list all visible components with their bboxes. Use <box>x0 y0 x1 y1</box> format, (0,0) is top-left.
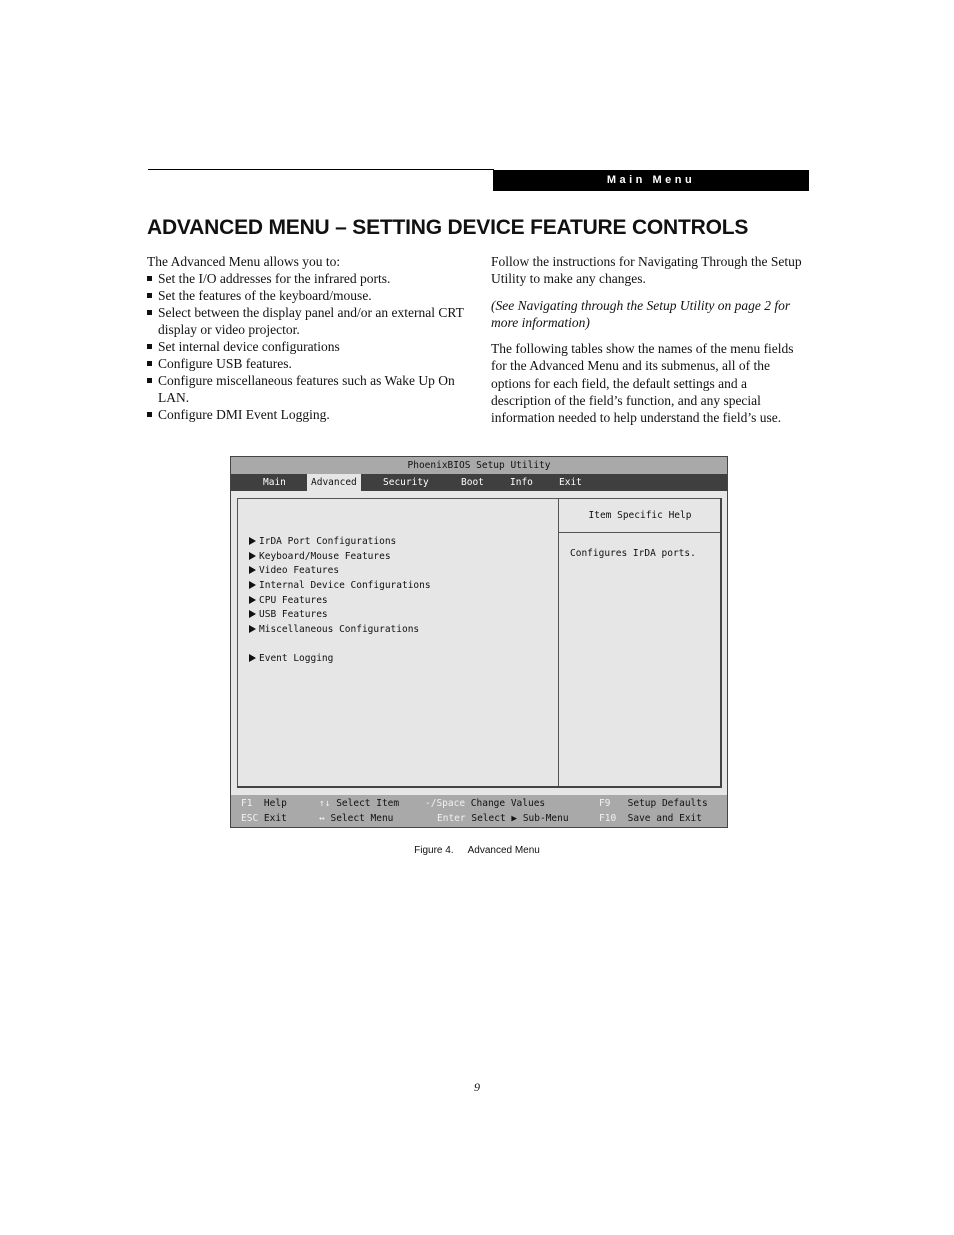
paragraph: Follow the instructions for Navigating Through the Setup Utility to make any changes. <box>491 254 802 287</box>
menu-item-cpu[interactable]: CPU Features <box>249 595 328 606</box>
list-item: Set the I/O addresses for the infrared ports. <box>147 270 467 287</box>
left-column <box>147 253 467 423</box>
key-hint: F1 Help <box>241 798 287 809</box>
bios-key-legend <box>231 795 727 827</box>
key-hint: ↔ Select Menu <box>319 813 394 824</box>
list-item: Configure DMI Event Logging. <box>147 406 467 423</box>
figure-title: Advanced Menu <box>467 845 540 856</box>
list-item: Configure miscellaneous features such as Wake Up On LAN. <box>147 372 467 406</box>
key-hint: F10 Save and Exit <box>599 813 702 824</box>
bios-menu-bar <box>231 474 727 491</box>
intro-text: The Advanced Menu allows you to: <box>147 254 341 269</box>
key-hint: -/Space Change Values <box>425 798 546 809</box>
help-header: Item Specific Help <box>559 499 721 533</box>
figure-caption <box>0 845 954 856</box>
paragraph: The following tables show the names of the menu fields for the Advanced Menu and its submenus, all of the options for each field, the default settings and a description of the field’s function, and any special information needed to help understand the field’s use. <box>491 341 794 426</box>
submenu-arrow-icon <box>249 625 256 633</box>
figure-number: Figure 4. <box>414 845 454 856</box>
submenu-arrow-icon <box>249 596 256 604</box>
help-panel <box>558 498 722 788</box>
list-item: Set internal device configurations <box>147 338 467 355</box>
menu-item-irda[interactable]: IrDA Port Configurations <box>249 536 396 547</box>
menu-item-usb[interactable]: USB Features <box>249 609 328 620</box>
submenu-arrow-icon <box>249 581 256 589</box>
submenu-arrow-icon <box>249 537 256 545</box>
menu-item-event-logging[interactable]: Event Logging <box>249 653 333 664</box>
submenu-arrow-icon <box>249 610 256 618</box>
tab-exit[interactable]: Exit <box>559 477 582 488</box>
page-title: ADVANCED MENU – SETTING DEVICE FEATURE CONTROLS <box>147 216 749 239</box>
help-text: Configures IrDA ports. <box>570 548 696 559</box>
key-hint: Enter Select ▶ Sub-Menu <box>437 813 569 824</box>
page-number: 9 <box>474 1080 480 1094</box>
tab-info[interactable]: Info <box>510 477 533 488</box>
bios-screenshot <box>230 456 728 828</box>
menu-item-keyboard-mouse[interactable]: Keyboard/Mouse Features <box>249 551 391 562</box>
tab-main[interactable]: Main <box>263 477 286 488</box>
header-rule <box>148 169 494 170</box>
section-header: Main Menu <box>493 170 809 191</box>
bios-title: PhoenixBIOS Setup Utility <box>231 457 727 474</box>
submenu-arrow-icon <box>249 552 256 560</box>
key-hint: ↑↓ Select Item <box>319 798 400 809</box>
tab-advanced[interactable]: Advanced <box>307 474 361 491</box>
menu-item-video[interactable]: Video Features <box>249 565 339 576</box>
right-column <box>491 253 809 436</box>
key-hint: F9 Setup Defaults <box>599 798 708 809</box>
menu-item-internal-device[interactable]: Internal Device Configurations <box>249 580 431 591</box>
tab-boot[interactable]: Boot <box>461 477 484 488</box>
list-item: Configure USB features. <box>147 355 467 372</box>
submenu-arrow-icon <box>249 654 256 662</box>
submenu-arrow-icon <box>249 566 256 574</box>
feature-list <box>147 270 467 423</box>
menu-item-miscellaneous[interactable]: Miscellaneous Configurations <box>249 624 419 635</box>
key-hint: ESC Exit <box>241 813 287 824</box>
list-item: Set the features of the keyboard/mouse. <box>147 287 467 304</box>
cross-reference: (See Navigating through the Setup Utility on page 2 for more information) <box>491 297 791 330</box>
list-item: Select between the display panel and/or an external CRT display or video projector. <box>147 304 467 338</box>
bios-menu-panel <box>237 498 558 788</box>
tab-security[interactable]: Security <box>383 477 429 488</box>
